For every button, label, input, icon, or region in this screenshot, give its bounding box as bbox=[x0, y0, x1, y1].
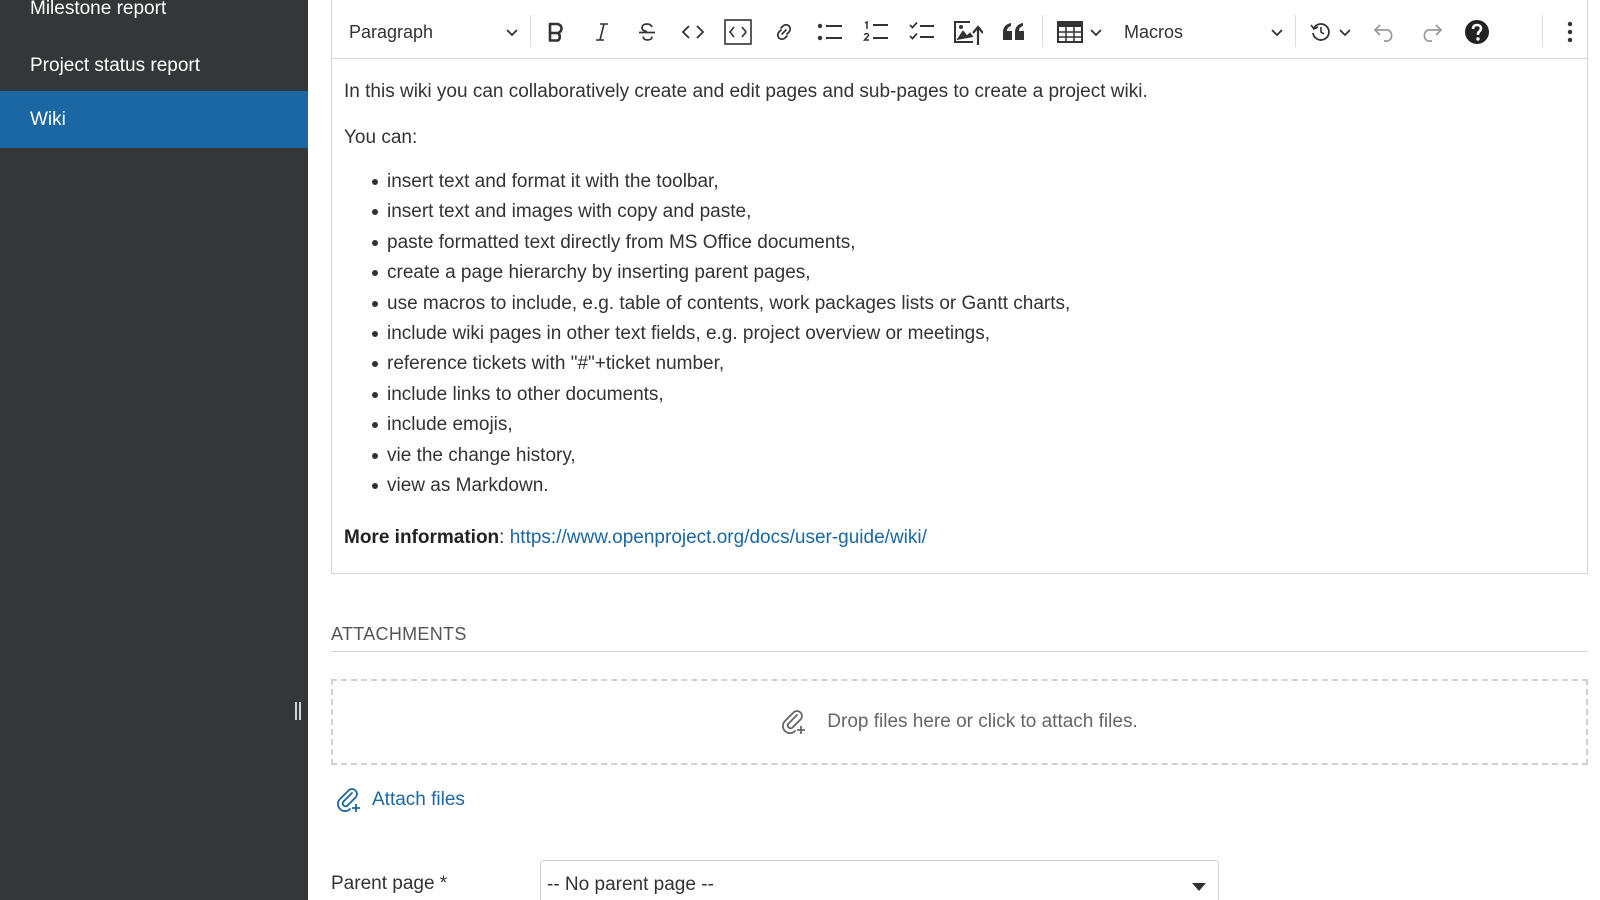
list-item: create a page hierarchy by inserting parent pages, bbox=[344, 261, 1575, 291]
toolbar-separator bbox=[1295, 15, 1296, 47]
more-info-separator: : bbox=[499, 527, 510, 549]
bold-button[interactable] bbox=[538, 14, 574, 50]
intro-paragraph: In this wiki you can collaboratively create and edit pages and sub-pages to create a project wiki. bbox=[344, 81, 1148, 102]
italic-icon bbox=[591, 21, 613, 43]
help-button[interactable] bbox=[1459, 14, 1495, 50]
parent-page-label: Parent page * bbox=[331, 873, 448, 894]
bulleted-list-icon bbox=[817, 21, 843, 43]
block-format-label: Paragraph bbox=[349, 21, 434, 42]
sidebar-item-wiki[interactable] bbox=[0, 91, 308, 148]
wiki-editor bbox=[331, 0, 1588, 574]
list-item: vie the change history, bbox=[344, 444, 1575, 474]
sidebar-resize-handle[interactable] bbox=[294, 702, 302, 720]
chevron-down-icon bbox=[1338, 25, 1352, 39]
upload-image-icon bbox=[953, 18, 983, 46]
bulleted-list-button[interactable] bbox=[812, 14, 848, 50]
attachments-heading: ATTACHMENTS bbox=[331, 624, 467, 644]
sidebar-item-label: Milestone report bbox=[30, 0, 167, 19]
toolbar-separator bbox=[1042, 15, 1043, 47]
code-icon bbox=[681, 21, 705, 43]
editor-content[interactable] bbox=[344, 80, 1575, 550]
code-block-icon bbox=[724, 19, 752, 45]
parent-page-select[interactable] bbox=[540, 860, 1219, 900]
chevron-down-icon bbox=[1270, 25, 1284, 39]
help-icon bbox=[1464, 19, 1490, 45]
editor-toolbar bbox=[332, 0, 1587, 59]
macros-dropdown[interactable] bbox=[1124, 14, 1284, 50]
list-item: insert text and images with copy and paste, bbox=[344, 200, 1575, 230]
bold-icon bbox=[545, 21, 567, 43]
more-info-paragraph bbox=[344, 526, 1575, 550]
list-item: paste formatted text directly from MS Office documents, bbox=[344, 231, 1575, 261]
list-item: include emojis, bbox=[344, 413, 1575, 443]
attachments-dropzone[interactable] bbox=[331, 679, 1588, 765]
undo-icon bbox=[1373, 22, 1397, 42]
list-item: include wiki pages in other text fields, e.g. project overview or meetings, bbox=[344, 322, 1575, 352]
code-block-button[interactable] bbox=[720, 14, 756, 50]
italic-button[interactable] bbox=[584, 14, 620, 50]
link-button[interactable] bbox=[766, 14, 802, 50]
sidebar-item-project-status-report[interactable] bbox=[0, 37, 308, 94]
numbered-list-button[interactable] bbox=[858, 14, 894, 50]
paperclip-plus-icon bbox=[336, 787, 362, 813]
strikethrough-icon bbox=[636, 21, 658, 43]
blockquote-icon bbox=[1002, 22, 1026, 42]
code-button[interactable] bbox=[675, 14, 711, 50]
redo-button[interactable] bbox=[1413, 14, 1449, 50]
redo-icon bbox=[1419, 22, 1443, 42]
link-icon bbox=[772, 20, 796, 44]
list-item: view as Markdown. bbox=[344, 474, 1575, 504]
list-item: reference tickets with "#"+ticket number, bbox=[344, 352, 1575, 382]
sidebar bbox=[0, 0, 308, 900]
toolbar-separator bbox=[1542, 15, 1543, 47]
list-item: include links to other documents, bbox=[344, 383, 1575, 413]
history-button[interactable] bbox=[1303, 14, 1359, 50]
more-vertical-icon bbox=[1567, 21, 1573, 43]
macros-label: Macros bbox=[1124, 21, 1184, 42]
undo-button[interactable] bbox=[1367, 14, 1403, 50]
blockquote-button[interactable] bbox=[996, 14, 1032, 50]
table-button[interactable] bbox=[1050, 14, 1110, 50]
attachments-divider bbox=[331, 651, 1588, 652]
todo-list-icon bbox=[909, 21, 935, 43]
sidebar-item-milestone-report[interactable] bbox=[0, 0, 308, 37]
feature-list bbox=[344, 170, 1575, 504]
chevron-down-icon bbox=[505, 25, 519, 39]
paperclip-plus-icon bbox=[781, 709, 807, 735]
sidebar-item-label: Wiki bbox=[30, 108, 66, 130]
attach-files-link[interactable] bbox=[336, 787, 465, 813]
sidebar-item-label: Project status report bbox=[30, 54, 201, 76]
block-format-dropdown[interactable] bbox=[349, 14, 519, 50]
list-item: use macros to include, e.g. table of contents, work packages lists or Gantt charts, bbox=[344, 292, 1575, 322]
attach-files-label: Attach files bbox=[372, 789, 465, 810]
parent-page-value: -- No parent page -- bbox=[547, 874, 714, 895]
caret-down-icon bbox=[1192, 883, 1206, 891]
upload-image-button[interactable] bbox=[950, 14, 986, 50]
history-icon bbox=[1310, 21, 1332, 43]
more-info-label: More information bbox=[344, 527, 500, 549]
chevron-down-icon bbox=[1089, 25, 1103, 39]
more-info-link[interactable]: https://www.openproject.org/docs/user-guide/wiki/ bbox=[509, 527, 927, 549]
dropzone-text: Drop files here or click to attach files. bbox=[827, 711, 1138, 732]
list-item: insert text and format it with the toolbar, bbox=[344, 170, 1575, 200]
strikethrough-button[interactable] bbox=[629, 14, 665, 50]
numbered-list-icon bbox=[863, 20, 889, 44]
more-options-button[interactable] bbox=[1552, 14, 1588, 50]
toolbar-separator bbox=[530, 15, 531, 47]
you-can-paragraph: You can: bbox=[344, 127, 418, 148]
todo-list-button[interactable] bbox=[904, 14, 940, 50]
table-icon bbox=[1057, 20, 1083, 44]
